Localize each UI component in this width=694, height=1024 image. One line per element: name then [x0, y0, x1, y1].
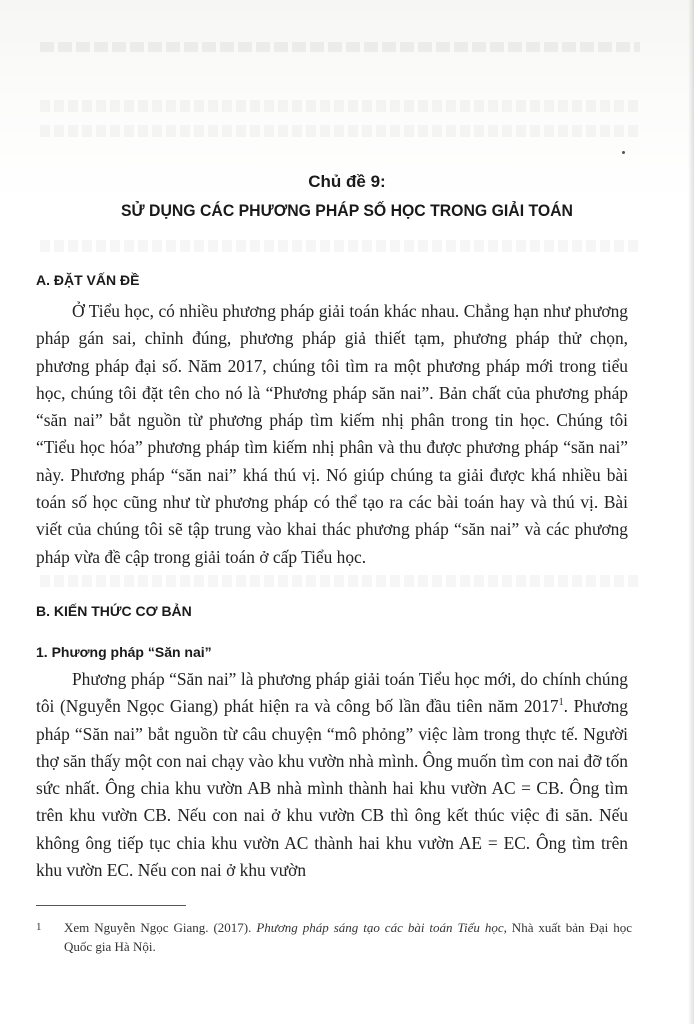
- bleed-through-line: [40, 125, 640, 137]
- footnote-text-start: Xem Nguyễn Ngọc Giang. (2017).: [64, 920, 257, 935]
- chapter-label: Chủ đề 9:: [308, 172, 386, 191]
- paragraph-a: Ở Tiểu học, có nhiều phương pháp giải toán khác nhau. Chẳng hạn như phương pháp gán sai, chỉnh đúng, phương pháp giả thiết tạm, phương pháp thử chọn, phương pháp đại số. Năm 2017, chúng tôi tìm ra một phương pháp mới trong tiểu học, chúng tôi đặt tên cho nó là “Phương pháp săn nai”. Bản chất của phương pháp “săn nai” bắt nguồn từ phương pháp tìm kiếm nhị phân trong tin học. Chúng tôi “Tiểu học hóa” phương pháp tìm kiếm nhị phân và thu được phương pháp “săn nai” này. Phương pháp “săn nai” khá thú vị. Nó giúp chúng ta giải được khá nhiều bài toán số học cũng như từ phương pháp có thể tạo ra các bài toán hay và thú vị. Bài viết của chúng tôi sẽ tập trung vào khai thác phương pháp “săn nai” và các phương pháp vừa đề cập trong giải toán ở cấp Tiểu học.: [36, 301, 628, 567]
- footnote-divider: [36, 905, 186, 906]
- subsection-heading-b1: 1. Phương pháp “Săn nai”: [36, 644, 212, 660]
- footnote-marker: 1: [558, 697, 564, 709]
- bleed-through-header: [40, 42, 640, 52]
- paragraph-b1: [36, 666, 628, 884]
- ink-speck: [622, 151, 625, 154]
- section-heading-a: A. ĐẶT VẤN ĐỀ: [36, 272, 140, 288]
- paragraph-b1-part2: . Phương pháp “Săn nai” bắt nguồn từ câu chuyện “mô phỏng” việc làm trong thực tế. Người thợ săn thấy một con nai chạy vào khu vườn nhà mình. Ông muốn tìm con nai đỡ tốn sức nhất. Ông chia khu vườn AB nhà mình thành hai khu vườn AC = CB. Ông tìm trên khu vườn CB. Nếu con nai ở khu vườn CB thì ông kết thúc việc đi săn. Nếu không ông tiếp tục chia khu vườn AC thành hai khu vườn AE = EC. Ông tìm trên khu vườn EC. Nếu con nai ở khu vườn: [36, 696, 628, 881]
- section-heading-b: B. KIẾN THỨC CƠ BẢN: [36, 603, 192, 619]
- footnote-text: [64, 918, 632, 956]
- footnote-text-end: , Nhà xuất bản Đại học Quốc gia Hà Nội.: [64, 920, 632, 954]
- footnote: [36, 918, 632, 956]
- bleed-through-line: [40, 100, 640, 112]
- bleed-through-line: [40, 575, 640, 587]
- chapter-title: SỬ DỤNG CÁC PHƯƠNG PHÁP SỐ HỌC TRONG GIẢI TOÁN: [120, 201, 573, 220]
- bleed-through-line: [40, 240, 640, 252]
- footnote-book-title: Phương pháp sáng tạo các bài toán Tiểu học: [256, 920, 504, 935]
- footnote-number: 1: [36, 921, 42, 933]
- page-edge-shadow: [688, 0, 694, 1024]
- paragraph-b1-part1: Phương pháp “Săn nai” là phương pháp giải toán Tiểu học mới, do chính chúng tôi (Nguyễn Ngọc Giang) phát hiện ra và công bố lần đầu tiên năm 2017: [36, 669, 628, 717]
